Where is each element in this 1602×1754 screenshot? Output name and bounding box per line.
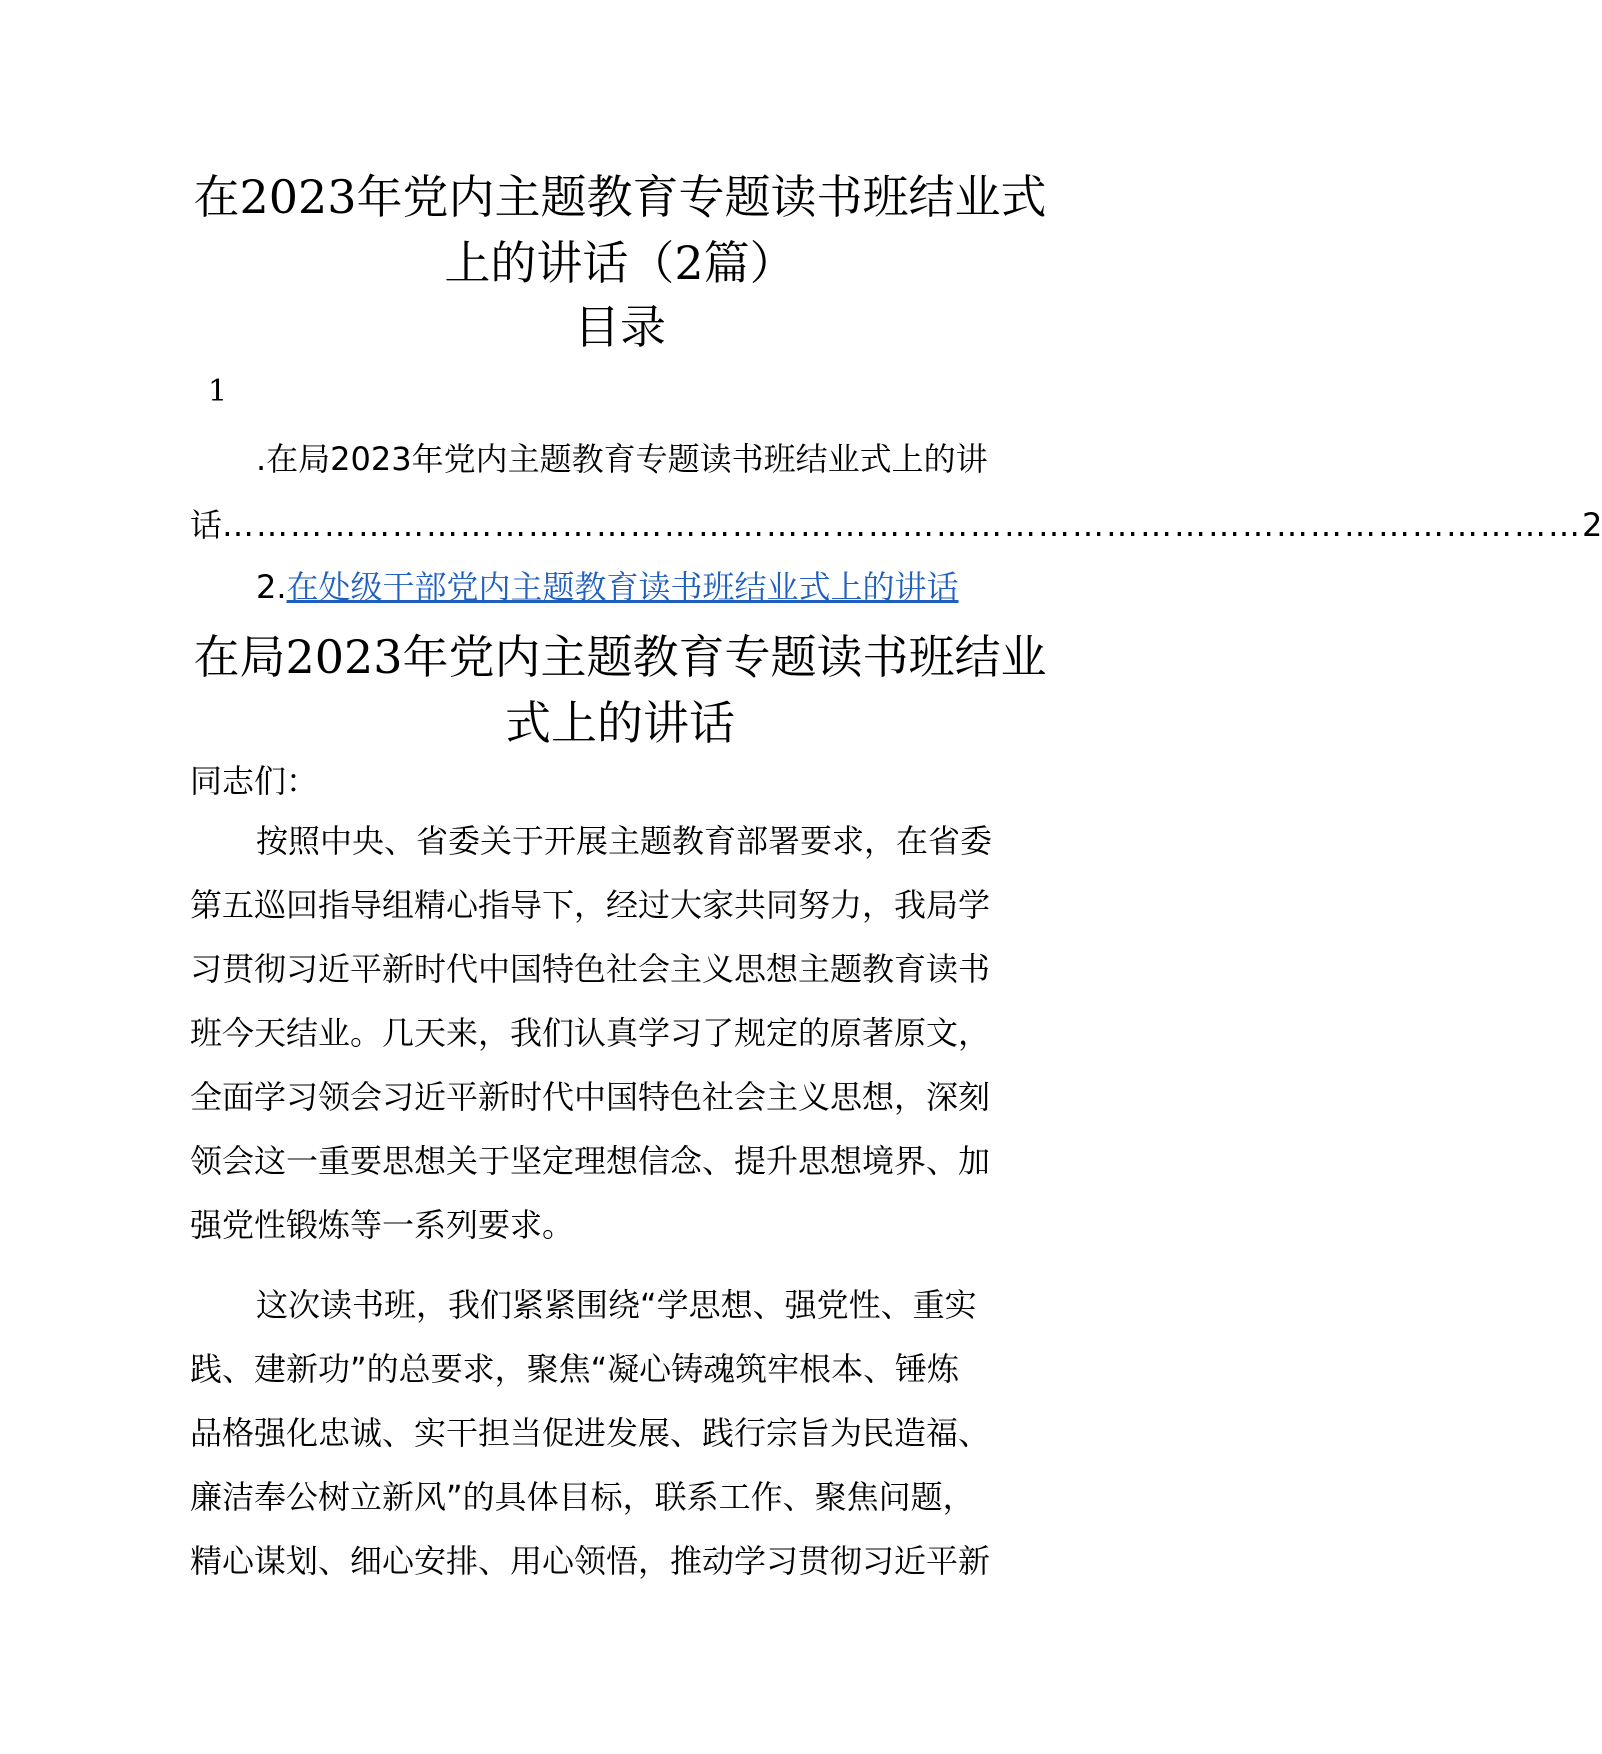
paragraph-2-line: 品格强化忠诚、实干担当促进发展、践行宗旨为民造福、	[190, 1414, 991, 1452]
section-title-line-1: 在局2023年党内主题教育专题读书班结业	[193, 630, 1047, 684]
toc-entry-2	[256, 562, 959, 612]
paragraph-2-line: 精心谋划、细心安排、用心领悟，推动学习贯彻习近平新	[190, 1542, 991, 1580]
toc-entry-2-number: 2.	[256, 568, 287, 606]
paragraph-1-line: 按照中央、省委关于开展主题教育部署要求，在省委	[256, 822, 993, 860]
toc-heading: 目录	[574, 300, 666, 354]
main-title-line-1: 在2023年党内主题教育专题读书班结业式	[193, 170, 1047, 224]
toc-entry-1-line-2	[190, 500, 1602, 550]
section-title-line-2: 式上的讲话	[505, 696, 735, 750]
paragraph-1-line: 习贯彻习近平新时代中国特色社会主义思想主题教育读书	[190, 950, 991, 988]
toc-number-one: 1	[208, 374, 228, 409]
toc-entry-2-link[interactable]: 在处级干部党内主题教育读书班结业式上的讲话	[286, 568, 959, 606]
paragraph-1-line: 强党性锻炼等一系列要求。	[190, 1206, 575, 1244]
paragraph-2-line: 践、建新功”的总要求，聚焦“凝心铸魂筑牢根本、锤炼	[190, 1350, 960, 1388]
toc-entry-1-page: 2	[1582, 506, 1602, 544]
paragraph-2-line: 这次读书班，我们紧紧围绕“学思想、强党性、重实	[256, 1286, 977, 1324]
paragraph-1-line: 领会这一重要思想关于坚定理想信念、提升思想境界、加	[190, 1142, 991, 1180]
paragraph-1-line: 全面学习领会习近平新时代中国特色社会主义思想，深刻	[190, 1078, 991, 1116]
toc-entry-1-line-1: .在局2023年党内主题教育专题读书班结业式上的讲	[256, 440, 988, 478]
paragraph-1-line: 班今天结业。几天来，我们认真学习了规定的原著原文，	[190, 1014, 991, 1052]
toc-entry-1-tail: 话	[190, 506, 223, 544]
salutation: 同志们：	[190, 762, 319, 800]
paragraph-1-line: 第五巡回指导组精心指导下，经过大家共同努力，我局学	[190, 886, 991, 924]
main-title-line-2: 上的讲话（2篇）	[444, 236, 796, 290]
toc-leader-dots: …………………………………………………………………………………………………………	[222, 506, 1583, 544]
paragraph-2-line: 廉洁奉公树立新风”的具体目标，联系工作、聚焦问题，	[190, 1478, 975, 1516]
